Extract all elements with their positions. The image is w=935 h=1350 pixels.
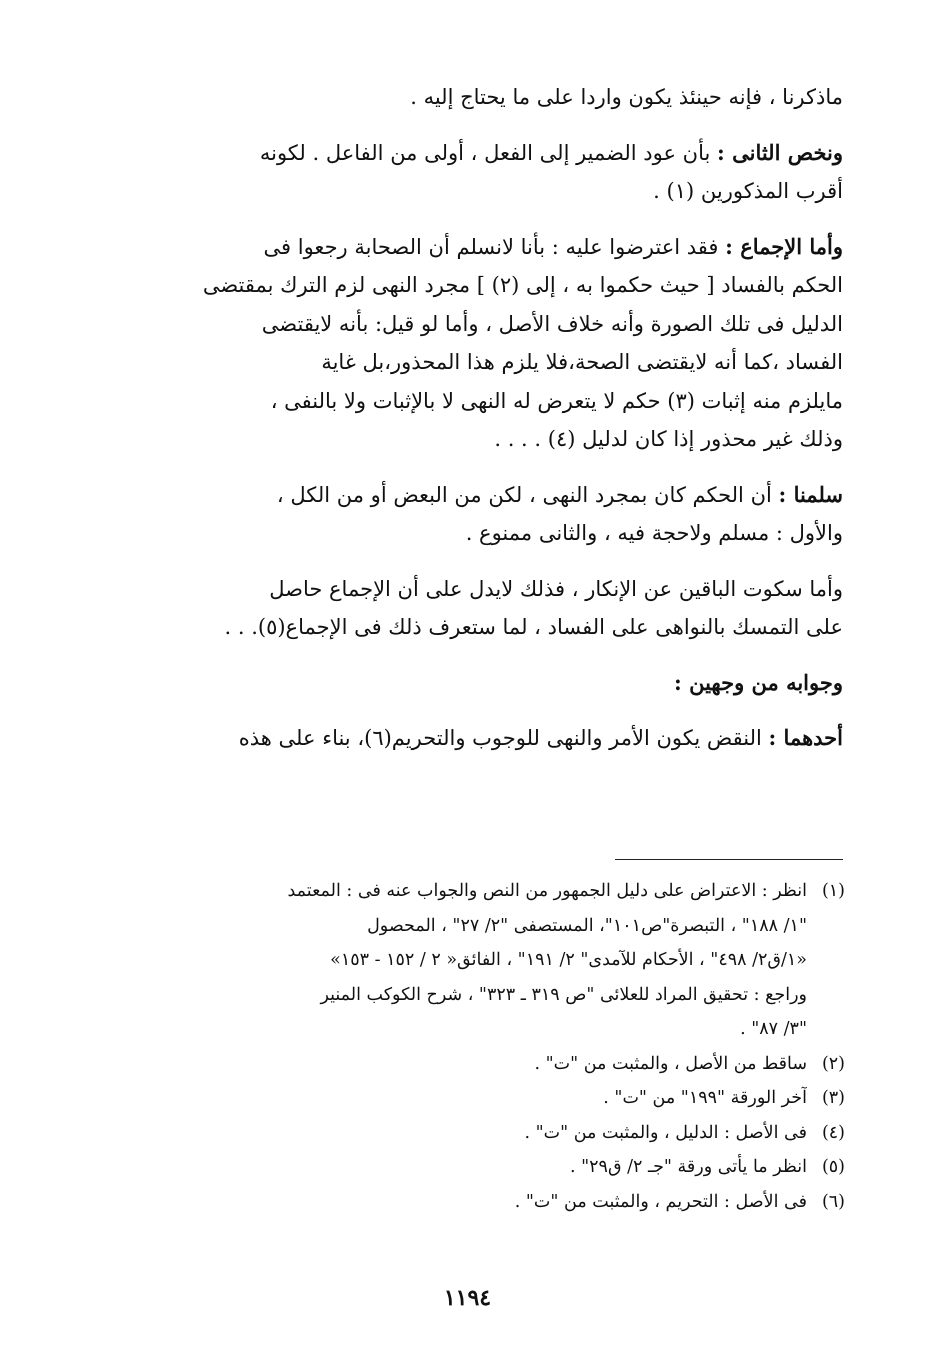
footnote-1 xyxy=(125,874,845,1047)
paragraph-lead: أحدهما : xyxy=(768,725,843,750)
footnote-line: آخر الورقة "١٩٩" من "ت" . xyxy=(603,1088,807,1108)
footnote-text xyxy=(125,874,807,1047)
footnote-text xyxy=(125,1116,807,1151)
paragraph-4 xyxy=(131,476,843,553)
footnote-3 xyxy=(125,1081,845,1116)
paragraph-2 xyxy=(131,134,843,211)
text-line: مايلزم منه إثبات (٣) حكم لا يتعرض له النهى لا بالإثبات ولا بالنفى ، xyxy=(270,388,843,413)
footnote-4 xyxy=(125,1116,845,1151)
footnote-2 xyxy=(125,1047,845,1082)
text-line: والأول : مسلم ولاحجة فيه ، والثانى ممنوع . xyxy=(465,521,843,545)
footnote-line: "٣/ ٨٧" . xyxy=(740,1019,807,1039)
paragraph-lead: ونخص الثانى : xyxy=(717,139,843,165)
text-line: الدليل فى تلك الصورة وأنه خلاف الأصل ، وأما لو قيل: بأنه لايقتضى xyxy=(261,311,843,336)
text-line xyxy=(131,134,843,173)
footnote-line: انظر ما يأتى ورقة "جـ ٢/ ق٢٩" . xyxy=(569,1157,807,1177)
footnote-number: (٤) xyxy=(821,1122,845,1143)
footnote-text xyxy=(125,1081,807,1116)
footnote-number: (١) xyxy=(821,881,845,901)
paragraph-1 xyxy=(131,78,843,117)
footnote-line: انظر : الاعتراض على دليل الجمهور من النص والجواب عنه فى : المعتمد xyxy=(287,881,807,901)
footnote-line: وراجع : تحقيق المراد للعلائى "ص ٣١٩ ـ ٣٢٣" ، شرح الكوكب المنير xyxy=(320,984,807,1005)
text-line xyxy=(131,719,843,758)
footnote-line: فى الأصل : التحريم ، والمثبت من "ت" . xyxy=(514,1191,807,1212)
footnote-line: ساقط من الأصل ، والمثبت من "ت" . xyxy=(534,1053,807,1074)
paragraph-3 xyxy=(131,228,843,459)
footnote-text xyxy=(125,1150,807,1185)
text-line xyxy=(131,476,843,515)
footnote-line: فى الأصل : الدليل ، والمثبت من "ت" . xyxy=(524,1122,807,1143)
text-line: على التمسك بالنواهى على الفساد ، لما ستعرف ذلك فى الإجماع(٥). . . xyxy=(224,615,843,639)
footnote-number: (٦) xyxy=(821,1191,845,1212)
footnote-number: (٢) xyxy=(821,1053,845,1074)
paragraph-lead: سلمنا : xyxy=(778,481,843,507)
footnote-number: (٥) xyxy=(821,1157,845,1177)
text-line: الفساد ،كما أنه لايقتضى الصحة،فلا يلزم هذا المحذور،بل غاية xyxy=(321,350,843,374)
footnote-separator xyxy=(615,859,843,860)
text-line: أقرب المذكورين (١) . xyxy=(653,179,843,203)
footnote-5 xyxy=(125,1150,845,1185)
footnote-text xyxy=(125,1185,807,1220)
section-heading: وجوابه من وجهين : xyxy=(674,669,843,695)
line-text: النقض يكون الأمر والنهى للوجوب والتحريم(٦)، بناء على هذه xyxy=(238,726,769,750)
text-line xyxy=(131,228,843,267)
line-text: فقد اعترضوا عليه : بأنا لانسلم أن الصحابة رجعوا فى xyxy=(263,234,726,259)
footnote-line: «١/ق٢/ ٤٩٨" ، الأحكام للآمدى" ٢/ ١٩١" ، الفائق« ٢ / ١٥٢ - ١٥٣» xyxy=(330,950,807,970)
paragraph-6 xyxy=(131,719,843,758)
text-line: وذلك غير محذور إذا كان لدليل (٤) . . . . xyxy=(494,427,843,451)
text-line: وأما سكوت الباقين عن الإنكار ، فذلك لايدل على أن الإجماع حاصل xyxy=(269,576,843,601)
main-text xyxy=(131,78,843,775)
footnote-6 xyxy=(125,1185,845,1220)
page-number: ١١٩٤ xyxy=(443,1285,492,1311)
text-line: ماذكرنا ، فإنه حينئذ يكون واردا على ما يحتاج إليه . xyxy=(410,85,843,109)
footnote-number: (٣) xyxy=(821,1088,845,1108)
line-text: بأن عود الضمير إلى الفعل ، أولى من الفاعل . لكونه xyxy=(259,140,718,165)
footnote-text xyxy=(125,1047,807,1082)
text-line: الحكم بالفساد [ حيث حكموا به ، إلى (٢) ] مجرد النهى لزم الترك بمقتضى xyxy=(202,273,843,297)
paragraph-lead: وأما الإجماع : xyxy=(725,233,843,259)
footnotes xyxy=(125,874,845,1219)
paragraph-5 xyxy=(131,570,843,647)
footnote-line: "١/ ١٨٨" ، التبصرة"ص١٠١"، المستصفى "٢/ ٢٧" ، المحصول xyxy=(367,915,807,936)
line-text: أن الحكم كان بمجرد النهى ، لكن من البعض أو من الكل ، xyxy=(276,482,779,507)
